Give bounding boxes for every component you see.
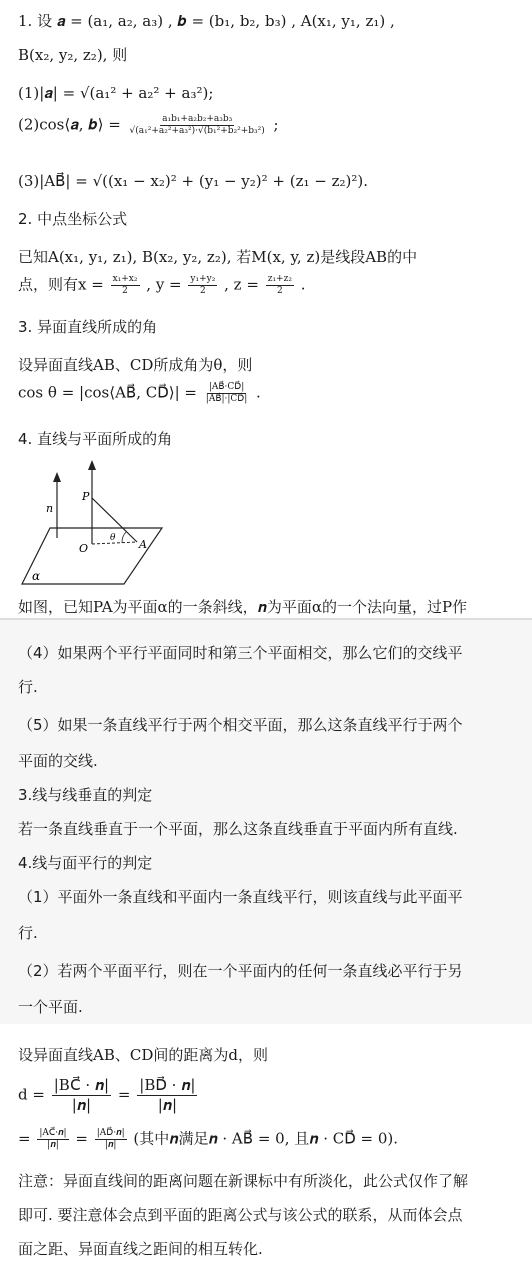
label-P: P	[82, 490, 90, 503]
angle-arc	[122, 532, 126, 543]
heading-skew-angle: 3. 异面直线所成的角	[18, 318, 158, 336]
distance-alt-condition: (其中𝒏满足𝒏 · AB⃗ = 0, 且𝒏 · CD⃗ = 0).	[133, 1129, 399, 1148]
frac-num: x₁+x₂	[112, 274, 138, 284]
heading-line-plane-parallel: 4.线与面平行的判定	[18, 854, 153, 872]
frac-den: |𝒏|	[71, 1096, 92, 1114]
formula-cos-prefix: (2)cos⟨𝒂, 𝒃⟩ =	[18, 115, 121, 134]
frac-num: |BD⃗ · 𝒏|	[139, 1076, 196, 1094]
midpoint-y-fraction	[188, 274, 217, 297]
frac-den: |𝒏|	[47, 1140, 59, 1150]
note-line3: 面之距、异面直线之距间的相互转化.	[18, 1240, 263, 1258]
formula-vector-length: (1)|𝒂| = √(a₁² + a₂² + a₃²);	[18, 84, 214, 102]
theorem-5-line2: 平面的交线.	[18, 752, 98, 770]
skew-angle-text: 设异面直线AB、CD所成角为θ，则	[18, 356, 253, 374]
frac-num: |AB⃗·CD⃗|	[208, 382, 245, 392]
distance-fraction-BC	[52, 1076, 111, 1115]
section-skew-distance	[0, 1024, 532, 1288]
frac-den: |𝒏|	[104, 1140, 117, 1150]
midpoint-x-fraction	[111, 274, 140, 297]
note-line1: 注意：异面直线间的距离问题在新课标中有所淡化，此公式仅作了解	[18, 1172, 469, 1190]
parallel-1-line2: 行.	[18, 924, 38, 942]
parallel-2-line1: （2）若两个平面平行，则在一个平面内的任何一条直线必平行于另	[18, 962, 463, 980]
section-formulas	[0, 0, 532, 618]
perpendicular-arrowhead	[88, 460, 96, 470]
formula-cos-suffix: ;	[273, 115, 279, 134]
formula-cos-angle	[18, 114, 279, 137]
parallel-2-line2: 一个平面.	[18, 998, 83, 1016]
frac-den: 2	[122, 286, 128, 296]
label-A: A	[139, 538, 147, 551]
normal-arrowhead	[53, 472, 61, 482]
midpoint-text-1: 已知A(x₁, y₁, z₁), B(x₂, y₂, z₂), 若M(x, y, z)是线段AB的中	[18, 248, 418, 266]
line-point-b: B(x₂, y₂, z₂), 则	[18, 46, 128, 64]
distance-alt-prefix: =	[18, 1129, 31, 1148]
cos-denominator: √(a₁²+a₂²+a₃²)·√(b₁²+b₂²+b₃²)	[129, 126, 265, 136]
frac-num: |AD⃗·𝒏|	[96, 1128, 125, 1138]
distance-fraction-AC	[37, 1128, 68, 1151]
distance-equals: =	[117, 1085, 131, 1104]
midpoint-text-2	[18, 274, 306, 297]
frac-den: 2	[200, 286, 206, 296]
theorem-5-line1: （5）如果一条直线平行于两个相交平面，那么这条直线平行于两个	[18, 716, 463, 734]
skew-cos-suffix: .	[256, 383, 261, 402]
frac-num: z₁+z₂	[267, 274, 292, 284]
line-line-perp-text: 若一条直线垂直于一个平面，那么这条直线垂直于平面内所有直线.	[18, 820, 458, 838]
parallel-1-line1: （1）平面外一条直线和平面内一条直线平行，则该直线与此平面平	[18, 888, 463, 906]
formula-skew-distance-alt	[18, 1128, 398, 1151]
label-alpha: α	[32, 569, 41, 583]
distance-alt-equals: =	[75, 1129, 88, 1148]
midpoint-x-label: 点，则有x =	[18, 275, 104, 294]
heading-midpoint: 2. 中点坐标公式	[18, 210, 128, 228]
theorem-4-line1: （4）如果两个平行平面同时和第三个平面相交，那么它们的交线平	[18, 644, 463, 662]
heading-line-line-perp: 3.线与线垂直的判定	[18, 786, 153, 804]
theorem-4-line2: 行.	[18, 678, 38, 696]
cos-numerator: a₁b₁+a₂b₂+a₃b₃	[162, 114, 233, 124]
distance-prefix: d =	[18, 1085, 45, 1104]
figure-caption-text: 如图，已知PA为平面α的一条斜线，𝒏为平面α的一个法向量，过P作	[18, 598, 468, 616]
line-vectors-defn: 1. 设 𝒂 = (a₁, a₂, a₃) , 𝒃 = (b₁, b₂, b₃) , A(x₁, y₁, z₁) ,	[18, 12, 395, 30]
frac-num: y₁+y₂	[190, 274, 216, 284]
skew-distance-intro: 设异面直线AB、CD间的距离为d，则	[18, 1046, 268, 1064]
label-O: O	[79, 542, 89, 555]
label-theta: θ	[110, 533, 116, 543]
line-plane-figure	[12, 454, 182, 594]
formula-skew-cos	[18, 382, 261, 405]
cos-fraction	[128, 114, 267, 137]
midpoint-z-fraction	[266, 274, 294, 297]
midpoint-z-label: , z =	[224, 275, 259, 294]
formula-skew-distance	[18, 1076, 199, 1115]
distance-fraction-BD	[137, 1076, 197, 1115]
skew-cos-fraction	[204, 382, 249, 405]
section-theorems	[0, 620, 532, 1024]
formula-distance: (3)|AB⃗| = √((x₁ − x₂)² + (y₁ − y₂)² + (z₁ − z₂)²).	[18, 172, 369, 190]
frac-den: |𝒏|	[157, 1096, 178, 1114]
heading-line-plane-angle: 4. 直线与平面所成的角	[18, 430, 173, 448]
distance-fraction-AD	[95, 1128, 127, 1151]
frac-num: |BC⃗ · 𝒏|	[53, 1076, 110, 1094]
skew-cos-prefix: cos θ = |cos⟨AB⃗, CD⃗⟩| =	[18, 383, 197, 402]
note-line2: 即可. 要注意体会点到平面的距离公式与该公式的联系，从而体会点	[18, 1206, 463, 1224]
label-n: n	[46, 502, 54, 515]
frac-den: |AB⃗|·|CD⃗|	[205, 394, 248, 404]
midpoint-end: .	[300, 275, 306, 294]
midpoint-y-label: , y =	[146, 275, 182, 294]
frac-den: 2	[276, 286, 283, 296]
frac-num: |AC⃗·𝒏|	[39, 1128, 67, 1138]
